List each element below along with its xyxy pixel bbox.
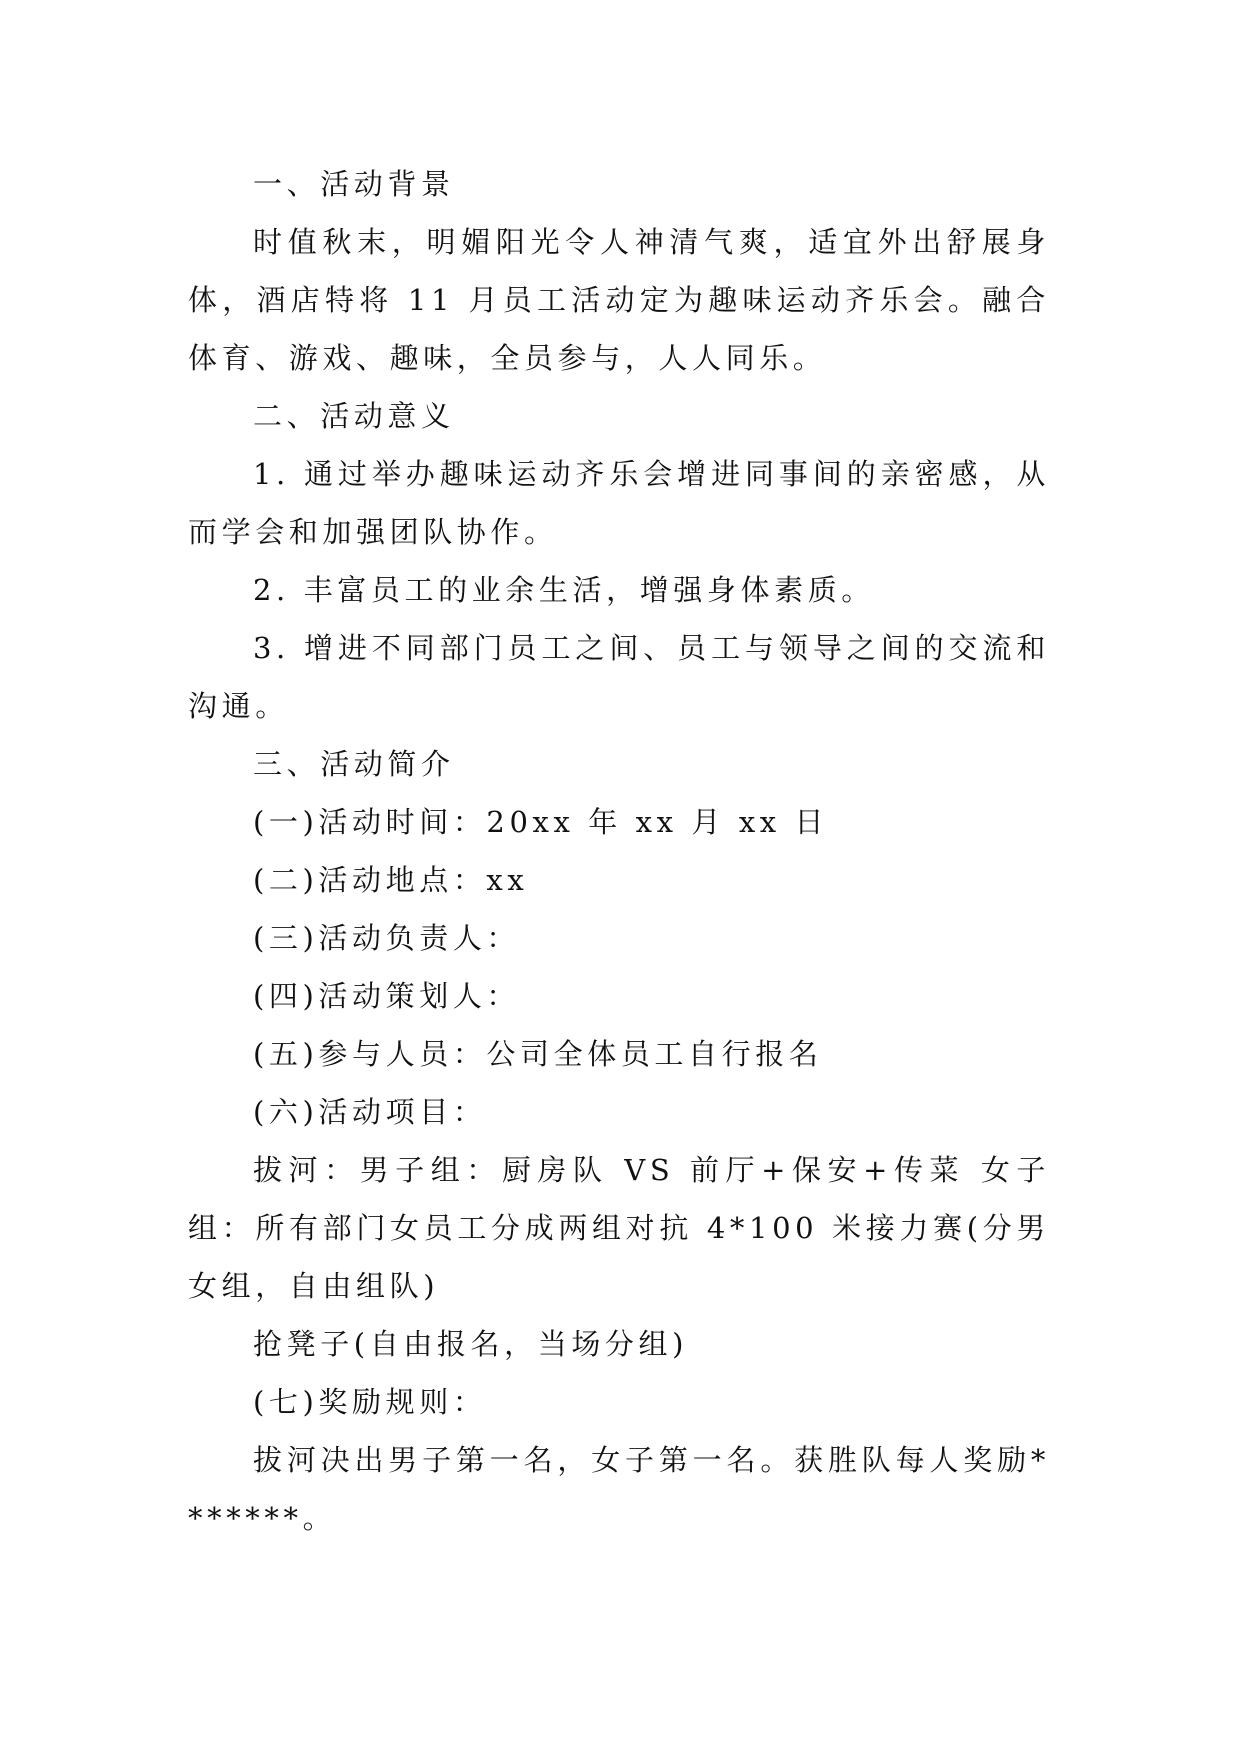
- paragraph-tug-of-war: 拔河：男子组：厨房队 VS 前厅+保安+传菜 女子组：所有部门女员工分成两组对抗 4*100 米接力赛(分男女组，自由组队): [188, 1153, 1050, 1303]
- paragraph-background: 时值秋末，明媚阳光令人神清气爽，适宜外出舒展身体，酒店特将 11 月员工活动定为趣味运动齐乐会。融合体育、游戏、趣味，全员参与，人人同乐。: [188, 225, 1050, 375]
- paragraph-activity-items: (六)活动项目：: [253, 1095, 487, 1129]
- document-body: [188, 155, 1050, 1547]
- paragraph-activity-planner: (四)活动策划人：: [253, 979, 521, 1013]
- paragraph-significance-1: 1. 通过举办趣味运动齐乐会增进同事间的亲密感，从而学会和加强团队协作。: [188, 457, 1050, 549]
- section-heading-background: 一、活动背景: [253, 167, 455, 201]
- paragraph-significance-2: 2. 丰富员工的业余生活，增强身体素质。: [253, 573, 875, 607]
- paragraph-reward-rules: 拔河决出男子第一名，女子第一名。获胜队每人奖励*******。: [188, 1443, 1050, 1535]
- paragraph-significance-3: 3. 增进不同部门员工之间、员工与领导之间的交流和沟通。: [188, 631, 1050, 723]
- section-heading-overview: 三、活动简介: [253, 747, 455, 781]
- paragraph-activity-lead: (三)活动负责人：: [253, 921, 521, 955]
- paragraph-reward-rules-heading: (七)奖励规则：: [253, 1385, 487, 1419]
- paragraph-activity-location: (二)活动地点：xx: [253, 863, 529, 897]
- paragraph-activity-time: (一)活动时间：20xx 年 xx 月 xx 日: [253, 805, 829, 839]
- paragraph-musical-chairs: 抢凳子(自由报名，当场分组): [253, 1327, 689, 1361]
- section-heading-significance: 二、活动意义: [253, 399, 455, 433]
- paragraph-participants: (五)参与人员：公司全体员工自行报名: [253, 1037, 823, 1071]
